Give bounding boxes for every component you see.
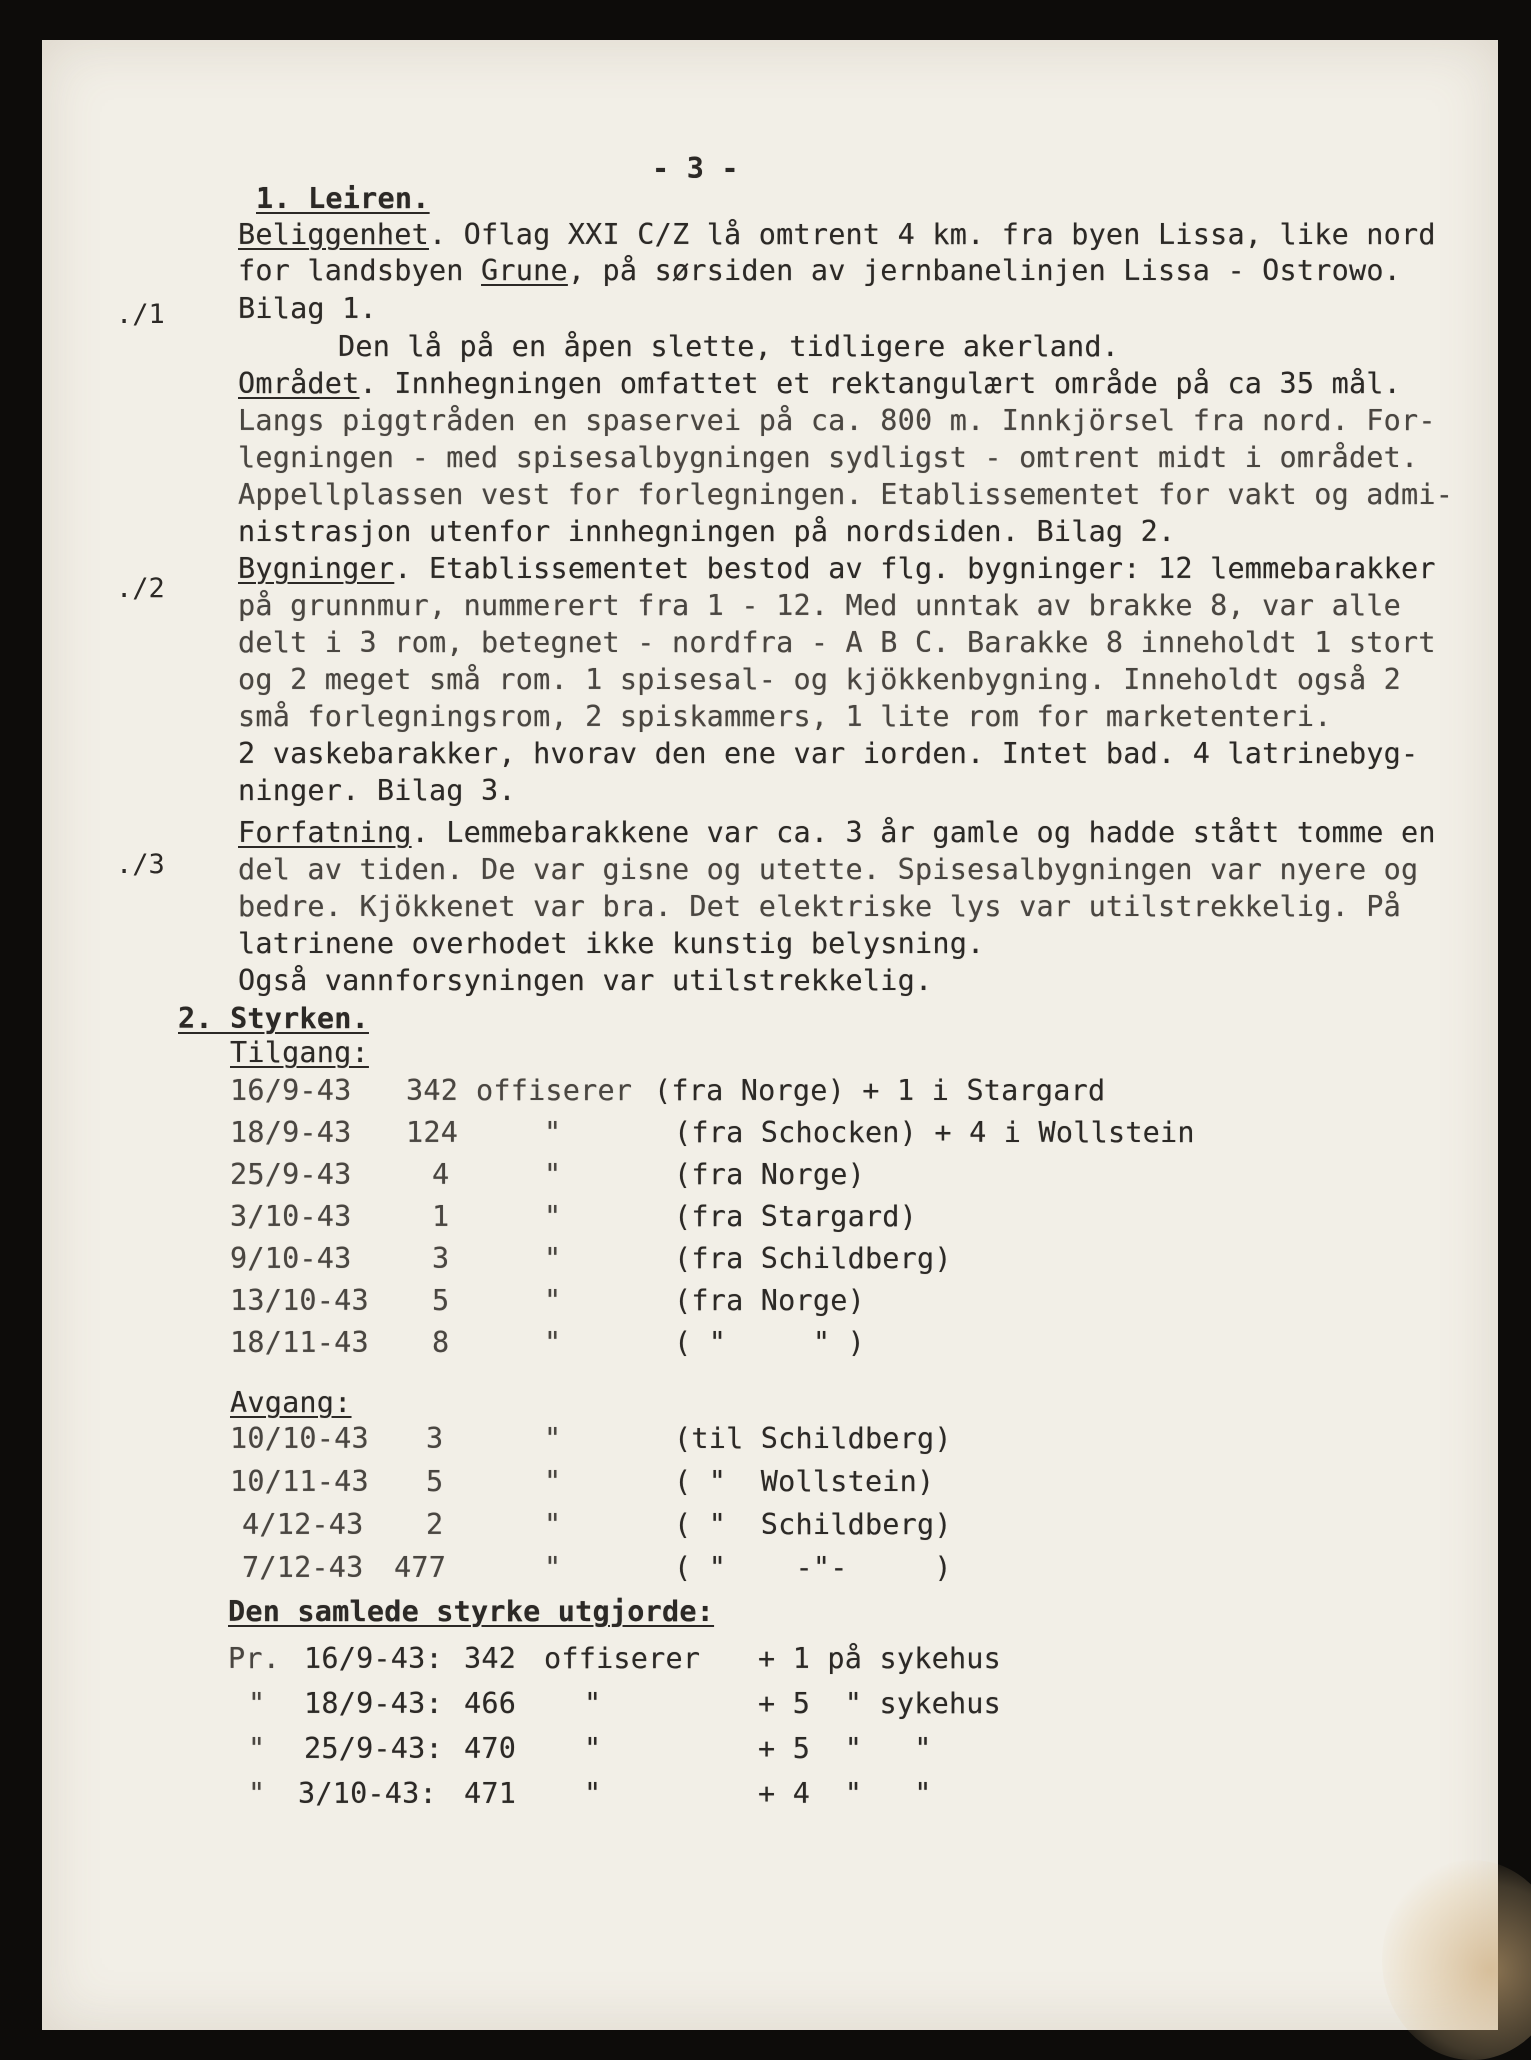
entry-unit: " — [544, 1326, 562, 1359]
entry-count: 5 — [432, 1284, 450, 1317]
text-line: for landsbyen Grune, på sørsiden av jernbanelinjen Lissa - Ostrowo. — [238, 254, 1402, 287]
text-line: Den lå på en åpen slette, tidligere akerland. — [338, 330, 1120, 363]
text-line: på grunnmur, nummerert fra 1 - 12. Med unntak av brakke 8, var alle — [238, 589, 1402, 622]
entry-count: 3 — [432, 1242, 450, 1275]
total-extra: + 5 " " — [758, 1732, 932, 1765]
total-count: 471 — [464, 1777, 517, 1810]
total-count: 342 — [464, 1642, 517, 1675]
document-page — [42, 40, 1498, 2030]
entry-unit: " — [544, 1465, 562, 1498]
text-line: Langs piggtråden en spaservei på ca. 800 m. Innkjörsel fra nord. For- — [238, 404, 1436, 437]
text-line: latrinene overhodet ikke kunstig belysning. — [238, 927, 985, 960]
avgang-label: Avgang: — [230, 1386, 352, 1419]
entry-date: 10/10-43 — [230, 1422, 369, 1455]
paper-stain — [1382, 1860, 1531, 2060]
paragraph-label: Forfatning — [238, 816, 412, 849]
entry-unit: " — [544, 1284, 562, 1317]
entry-note: ( " -"- ) — [674, 1551, 952, 1584]
total-prefix: Pr. — [228, 1642, 281, 1675]
entry-unit: " — [544, 1508, 562, 1541]
entry-count: 5 — [426, 1465, 444, 1498]
text-line: bedre. Kjökkenet var bra. Det elektriske lys var utilstrekkelig. På — [238, 890, 1402, 923]
entry-date: 16/9-43 — [230, 1074, 352, 1107]
margin-note-2: ./2 — [116, 573, 165, 604]
entry-count: 124 — [406, 1116, 459, 1149]
margin-note-1: ./1 — [116, 299, 165, 330]
text-line: ninger. Bilag 3. — [238, 774, 516, 807]
entry-count: 342 — [406, 1074, 459, 1107]
entry-unit: offiserer — [476, 1074, 633, 1107]
entry-unit: " — [544, 1116, 562, 1149]
total-prefix: " — [248, 1777, 266, 1810]
total-unit: " — [584, 1687, 602, 1720]
total-date: 3/10-43: — [298, 1777, 437, 1810]
total-extra: + 4 " " — [758, 1777, 932, 1810]
tilgang-label: Tilgang: — [230, 1036, 369, 1069]
entry-count: 3 — [426, 1422, 444, 1455]
place-name: Grune — [481, 254, 568, 287]
entry-note: (fra Stargard) — [674, 1200, 918, 1233]
total-extra: + 5 " sykehus — [758, 1687, 1002, 1720]
total-unit: offiserer — [544, 1642, 701, 1675]
paragraph-label: Bygninger — [238, 552, 395, 585]
entry-count: 2 — [426, 1508, 444, 1541]
text-line: Bygninger. Etablissementet bestod av flg. bygninger: 12 lemmebarakker — [238, 552, 1436, 585]
entry-count: 4 — [432, 1158, 450, 1191]
entry-date: 4/12-43 — [242, 1508, 364, 1541]
text-line: delt i 3 rom, betegnet - nordfra - A B C. Barakke 8 inneholdt 1 stort — [238, 626, 1436, 659]
total-date: 25/9-43: — [304, 1732, 443, 1765]
text-line: Beliggenhet. Oflag XXI C/Z lå omtrent 4 km. fra byen Lissa, like nord — [238, 218, 1436, 251]
text-line: nistrasjon utenfor innhegningen på nordsiden. Bilag 2. — [238, 515, 1176, 548]
page-number: - 3 - — [652, 152, 739, 185]
total-count: 466 — [464, 1687, 517, 1720]
text-line: små forlegningsrom, 2 spiskammers, 1 lite rom for marketenteri. — [238, 700, 1332, 733]
total-unit: " — [584, 1732, 602, 1765]
text-line: legningen - med spisesalbygningen sydligst - omtrent midt i området. — [238, 441, 1419, 474]
entry-date: 10/11-43 — [230, 1465, 369, 1498]
entry-note: (fra Schocken) + 4 i Wollstein — [674, 1116, 1195, 1149]
entry-unit: " — [544, 1422, 562, 1455]
entry-date: 3/10-43 — [230, 1200, 352, 1233]
section2-heading: 2. Styrken. — [178, 1002, 369, 1035]
text-line: Appellplassen vest for forlegningen. Etablissementet for vakt og admi- — [238, 478, 1454, 511]
entry-note: ( " " ) — [674, 1326, 865, 1359]
text-line: Forfatning. Lemmebarakkene var ca. 3 år gamle og hadde stått tomme en — [238, 816, 1436, 849]
total-unit: " — [584, 1777, 602, 1810]
entry-count: 1 — [432, 1200, 450, 1233]
entry-unit: " — [544, 1200, 562, 1233]
total-prefix: " — [248, 1687, 266, 1720]
entry-count: 477 — [394, 1551, 447, 1584]
section1-heading: 1. Leiren. — [256, 182, 430, 215]
text-line: 2 vaskebarakker, hvorav den ene var iorden. Intet bad. 4 latrinebyg- — [238, 737, 1419, 770]
entry-date: 18/9-43 — [230, 1116, 352, 1149]
entry-date: 13/10-43 — [230, 1284, 369, 1317]
entry-date: 9/10-43 — [230, 1242, 352, 1275]
total-date: 16/9-43: — [304, 1642, 443, 1675]
total-prefix: " — [248, 1732, 266, 1765]
entry-date: 18/11-43 — [230, 1326, 369, 1359]
entry-note: (til Schildberg) — [674, 1422, 952, 1455]
text-line: Området. Innhegningen omfattet et rektangulært område på ca 35 mål. — [238, 367, 1402, 400]
text-line: Også vannforsyningen var utilstrekkelig. — [238, 964, 933, 997]
entry-date: 25/9-43 — [230, 1158, 352, 1191]
entry-unit: " — [544, 1551, 562, 1584]
paragraph-label: Beliggenhet — [238, 218, 429, 251]
entry-date: 7/12-43 — [242, 1551, 364, 1584]
total-label: Den samlede styrke utgjorde: — [228, 1595, 715, 1628]
entry-note: (fra Norge) — [674, 1158, 865, 1191]
text-line: og 2 meget små rom. 1 spisesal- og kjökkenbygning. Inneholdt også 2 — [238, 663, 1402, 696]
entry-count: 8 — [432, 1326, 450, 1359]
total-count: 470 — [464, 1732, 517, 1765]
entry-note: (fra Schildberg) — [674, 1242, 952, 1275]
total-extra: + 1 på sykehus — [758, 1642, 1002, 1675]
entry-unit: " — [544, 1158, 562, 1191]
entry-note: ( " Schildberg) — [674, 1508, 952, 1541]
entry-note: (fra Norge) — [674, 1284, 865, 1317]
entry-note: ( " Wollstein) — [674, 1465, 935, 1498]
margin-note-3: ./3 — [116, 849, 165, 880]
text-line: Bilag 1. — [238, 292, 377, 325]
paragraph-label: Området — [238, 367, 360, 400]
total-date: 18/9-43: — [304, 1687, 443, 1720]
entry-note: (fra Norge) + 1 i Stargard — [654, 1074, 1106, 1107]
entry-unit: " — [544, 1242, 562, 1275]
text-line: del av tiden. De var gisne og utette. Spisesalbygningen var nyere og — [238, 853, 1419, 886]
